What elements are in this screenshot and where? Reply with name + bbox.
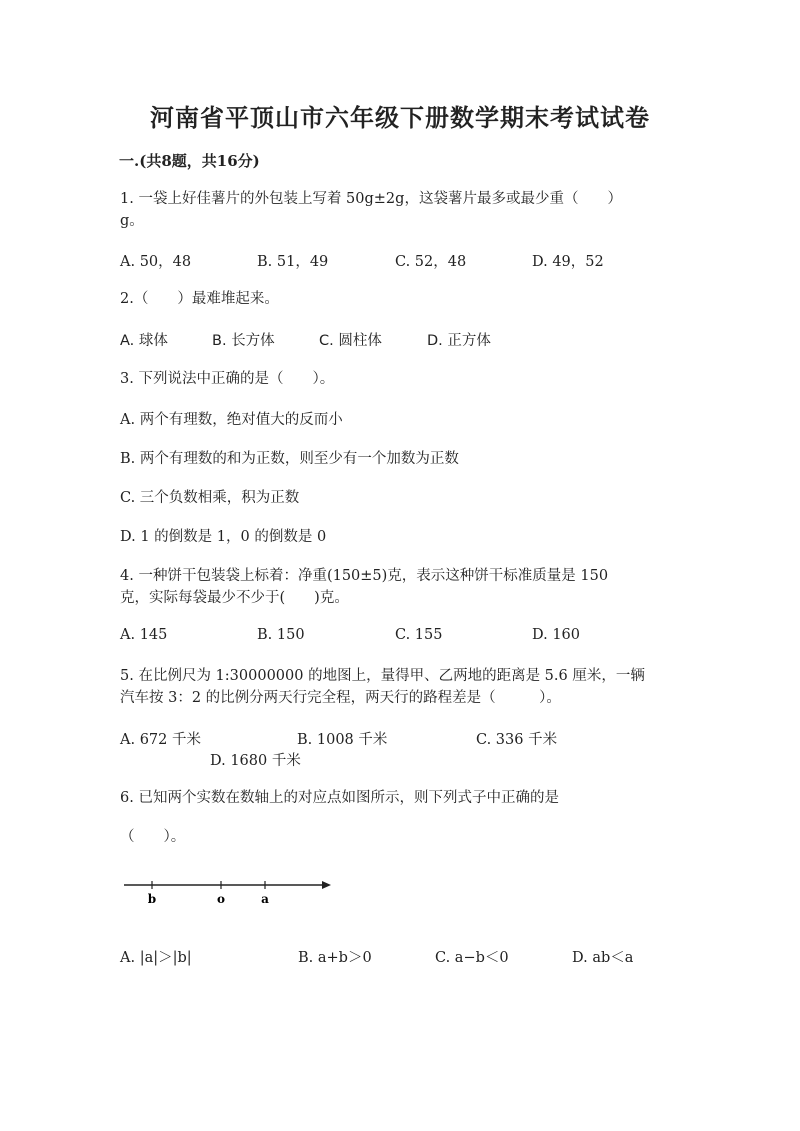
number-line-arrow	[322, 881, 331, 889]
label-b: b	[147, 892, 157, 906]
question-5-option-d: D. 1680 千米	[210, 753, 301, 769]
question-4-line-1: 4. 一种饼干包装袋上标着：净重(150±5)克，表示这种饼干标准质量是 150	[120, 568, 609, 584]
question-6-line-1: 6. 已知两个实数在数轴上的对应点如图所示，则下列式子中正确的是	[120, 790, 559, 806]
question-4-option-b: B. 150	[257, 627, 305, 643]
question-6-option-a: A. |a|＞|b|	[120, 950, 192, 966]
question-2-line-1: 2.（ ）最难堆起来。	[120, 291, 279, 307]
label-a: a	[261, 892, 269, 906]
page-title: 河南省平顶山市六年级下册数学期末考试试卷	[150, 103, 650, 132]
question-5-line-1: 5. 在比例尺为 1:30000000 的地图上，量得甲、乙两地的距离是 5.6 厘米，一辆	[120, 668, 645, 684]
question-3-option-b: B. 两个有理数的和为正数，则至少有一个加数为正数	[120, 451, 459, 467]
question-3-option-a: A. 两个有理数，绝对值大的反而小	[120, 412, 343, 428]
question-1-option-d: D. 49，52	[532, 254, 604, 270]
question-5-option-a: A. 672 千米	[120, 732, 201, 748]
question-3-option-c: C. 三个负数相乘，积为正数	[120, 490, 300, 506]
question-6-line-2: （ ）。	[120, 829, 186, 845]
question-1-option-b: B. 51，49	[257, 254, 329, 270]
question-4-option-a: A. 145	[120, 627, 168, 643]
question-6-option-d: D. ab＜a	[572, 950, 634, 966]
question-2-option-a: A. 球体	[120, 333, 168, 349]
label-o: o	[216, 892, 226, 906]
question-5-line-2: 汽车按 3：2 的比例分两天行完全程，两天行的路程差是（ ）。	[120, 690, 561, 706]
question-1-option-a: A. 50，48	[120, 254, 192, 270]
question-2-option-c: C. 圆柱体	[319, 333, 382, 349]
question-2-option-d: D. 正方体	[427, 333, 491, 349]
question-6-option-b: B. a+b＞0	[298, 950, 372, 966]
question-1-option-c: C. 52，48	[395, 254, 467, 270]
question-4-line-2: 克，实际每袋最少不少于( )克。	[120, 590, 349, 606]
question-4-option-d: D. 160	[532, 627, 581, 643]
question-1-line-1: 1. 一袋上好佳薯片的外包装上写着 50g±2g，这袋薯片最多或最少重（ ）	[120, 191, 622, 207]
question-3-line-1: 3. 下列说法中正确的是（ ）。	[120, 371, 335, 387]
section-heading: 一.(共8题，共16分)	[119, 152, 260, 170]
question-1-line-2: g。	[120, 213, 144, 229]
number-line-figure	[120, 872, 340, 908]
question-5-option-b: B. 1008 千米	[297, 732, 388, 748]
question-2-option-b: B. 长方体	[212, 333, 275, 349]
question-3-option-d: D. 1 的倒数是 1，0 的倒数是 0	[120, 529, 327, 545]
question-6-option-c: C. a−b＜0	[435, 950, 509, 966]
question-5-option-c: C. 336 千米	[476, 732, 558, 748]
question-4-option-c: C. 155	[395, 627, 443, 643]
